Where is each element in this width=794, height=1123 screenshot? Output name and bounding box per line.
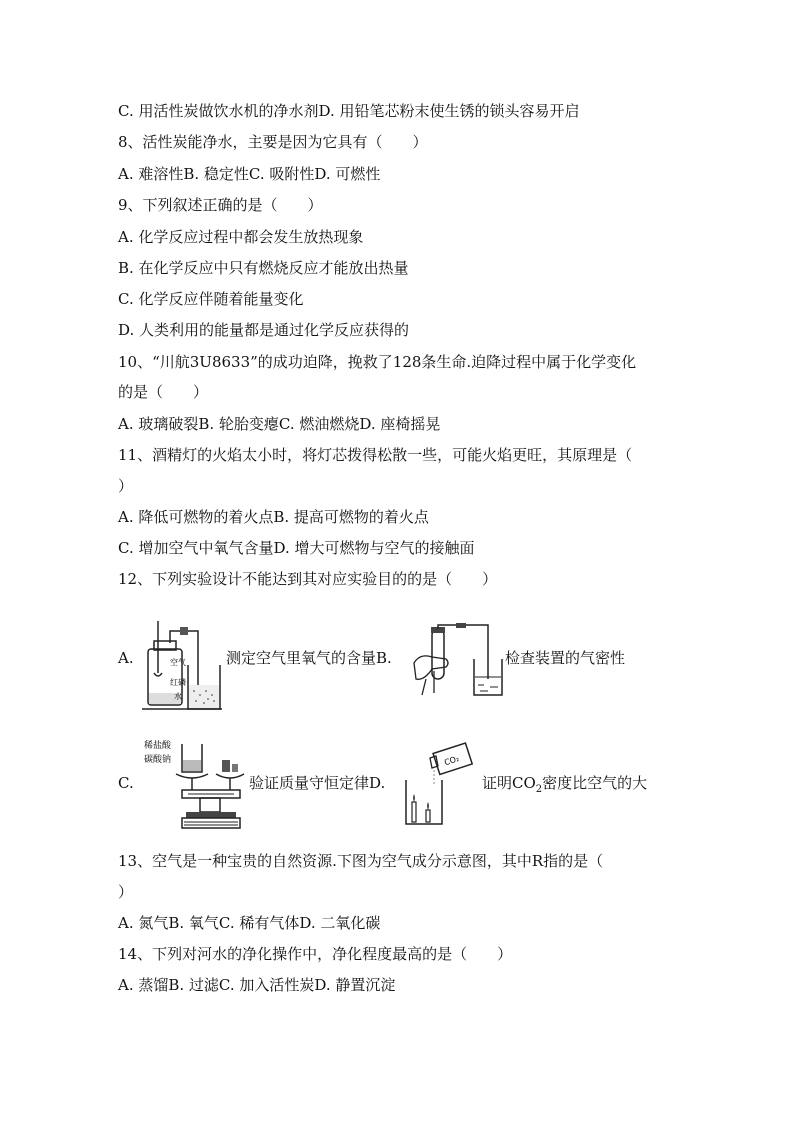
label-sodium-carbonate: 碳酸钠 — [144, 755, 172, 765]
figure-co2-density — [402, 742, 476, 828]
question-12-option-b-caption: 检查装置的气密性 — [505, 649, 626, 667]
question-9-option-a: A. 化学反应过程中都会发生放热现象 — [118, 228, 364, 246]
question-9-stem: 9、下列叙述正确的是（ ） — [118, 196, 323, 214]
label-water: 水 — [174, 692, 182, 701]
question-13-options: A. 氮气B. 氧气C. 稀有气体D. 二氧化碳 — [118, 914, 381, 932]
question-13-stem-cont: ） — [118, 883, 134, 901]
question-11-stem: 11、酒精灯的火焰太小时，将灯芯拨得松散一些，可能火焰更旺，其原理是（ — [118, 446, 633, 464]
question-12-option-c-label: C. — [118, 774, 134, 792]
question-9-option-d: D. 人类利用的能量都是通过化学反应获得的 — [118, 321, 410, 339]
question-11-options-ab: A. 降低可燃物的着火点B. 提高可燃物的着火点 — [118, 508, 429, 526]
label-red-phosphorus: 红磷 — [170, 678, 186, 687]
question-12-option-c-caption: 验证质量守恒定律D. — [249, 774, 386, 792]
question-13-stem: 13、空气是一种宝贵的自然资源.下图为空气成分示意图，其中R指的是（ — [118, 852, 604, 870]
question-10-options: A. 玻璃破裂B. 轮胎变瘪C. 燃油燃烧D. 座椅摇晃 — [118, 415, 441, 433]
question-9-option-c: C. 化学反应伴随着能量变化 — [118, 290, 304, 308]
caption-d-subscript: 2 — [535, 784, 543, 795]
label-hydrochloric-acid: 稀盐酸 — [144, 741, 172, 751]
label-co2: CO₂ — [443, 754, 461, 768]
question-10-stem: 10、“川航3U8633”的成功迫降，挽救了128条生命.迫降过程中属于化学变化 — [118, 353, 637, 371]
label-air: 空气 — [170, 658, 186, 667]
question-12-stem: 12、下列实验设计不能达到其对应实验目的的是（ ） — [118, 570, 498, 588]
figure-airtightness-check — [406, 623, 506, 697]
question-11-options-cd: C. 增加空气中氧气含量D. 增大可燃物与空气的接触面 — [118, 539, 475, 557]
question-12-option-a-label: A. — [118, 649, 134, 667]
figure-oxygen-content-apparatus — [140, 613, 224, 713]
question-9-option-b: B. 在化学反应中只有燃烧反应才能放出热量 — [118, 259, 409, 277]
caption-d-pre: 证明CO — [482, 774, 536, 792]
question-8-stem: 8、活性炭能净水，主要是因为它具有（ ） — [118, 133, 428, 151]
question-12-option-d-caption — [482, 773, 647, 800]
question-12-option-a-caption: 测定空气里氧气的含量B. — [226, 649, 392, 667]
question-14-options: A. 蒸馏B. 过滤C. 加入活性炭D. 静置沉淀 — [118, 976, 396, 994]
caption-d-post: 密度比空气的大 — [542, 774, 648, 792]
question-11-stem-cont: ） — [118, 477, 134, 495]
question-10-stem-cont: 的是（ ） — [118, 383, 209, 401]
figure-balance-mass-conservation — [142, 738, 248, 832]
question-8-options: A. 难溶性B. 稳定性C. 吸附性D. 可燃性 — [118, 165, 381, 183]
question-7-option-cd: C. 用活性炭做饮水机的净水剂D. 用铅笔芯粉末使生锈的锁头容易开启 — [118, 102, 580, 120]
question-14-stem: 14、下列对河水的净化操作中，净化程度最高的是（ ） — [118, 945, 513, 963]
